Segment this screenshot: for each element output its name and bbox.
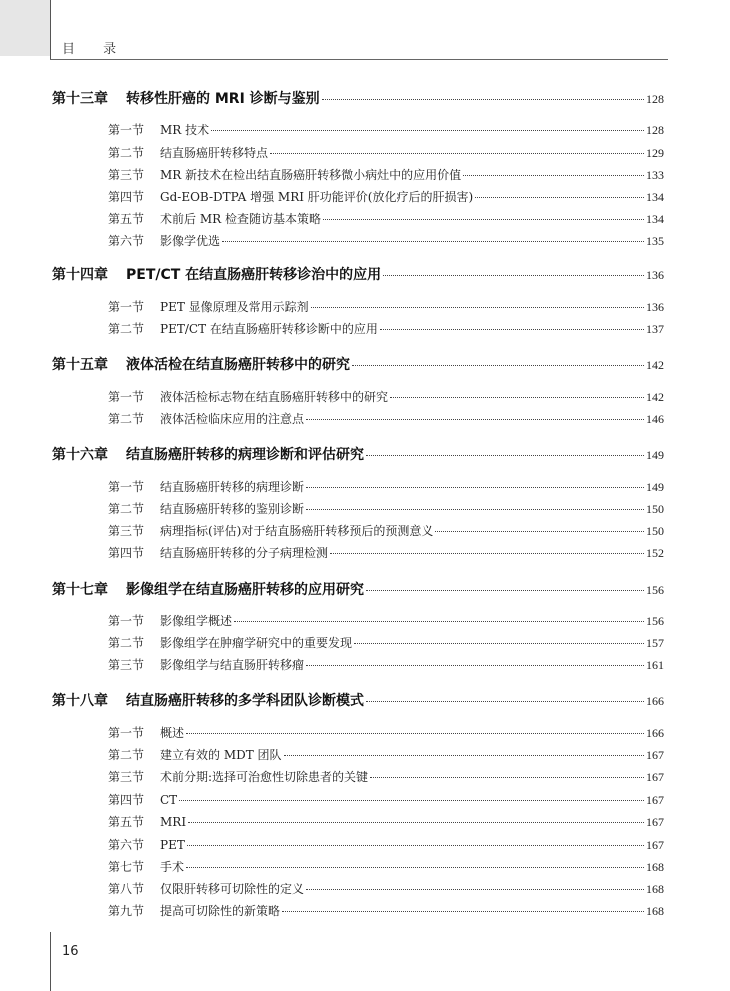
section-title: 结直肠癌肝转移特点 (160, 146, 269, 160)
chapter-row[interactable] (52, 88, 664, 108)
section-title: 提高可切除性的新策略 (160, 904, 281, 918)
section-title: 液体活检临床应用的注意点 (160, 412, 305, 426)
section-page: 161 (646, 658, 664, 672)
dot-leader (311, 307, 644, 308)
section-row[interactable] (108, 320, 664, 337)
dot-leader (322, 99, 644, 100)
dot-leader (186, 867, 644, 868)
dot-leader (463, 175, 644, 176)
section-title: MR 技术 (160, 123, 210, 137)
dot-leader (187, 845, 644, 846)
section-row[interactable] (108, 836, 664, 853)
section-row[interactable] (108, 144, 664, 161)
section-page: 128 (646, 123, 664, 137)
section-page: 168 (646, 882, 664, 896)
section-row[interactable] (108, 791, 664, 808)
chapter-title: 液体活检在结直肠癌肝转移中的研究 (126, 357, 350, 373)
section-number: 第一节 (108, 480, 145, 494)
section-row[interactable] (108, 634, 664, 651)
section-row[interactable] (108, 813, 664, 830)
chapter-row[interactable] (52, 579, 664, 599)
chapter-title: 结直肠癌肝转移的多学科团队诊断模式 (126, 693, 364, 709)
section-number: 第一节 (108, 123, 145, 137)
chapter-number: 第十六章 (52, 447, 108, 463)
section-title: 结直肠癌肝转移的病理诊断 (160, 480, 305, 494)
section-title: 手术 (160, 860, 185, 874)
dot-leader (354, 643, 644, 644)
page-number: 16 (62, 944, 79, 959)
dot-leader (475, 197, 644, 198)
chapter-number: 第十五章 (52, 357, 108, 373)
section-page: 135 (646, 234, 664, 248)
section-row[interactable] (108, 188, 664, 205)
section-number: 第五节 (108, 212, 145, 226)
section-row[interactable] (108, 724, 664, 741)
section-title: 术前后 MR 检查随访基本策略 (160, 212, 321, 226)
section-page: 134 (646, 212, 664, 226)
chapter-row[interactable] (52, 690, 664, 710)
dot-leader (211, 130, 644, 131)
dot-leader (370, 777, 644, 778)
section-title: 病理指标(评估)对于结直肠癌肝转移预后的预测意义 (160, 524, 434, 538)
dot-leader (323, 219, 644, 220)
dot-leader (284, 755, 644, 756)
section-title: 概述 (160, 726, 185, 740)
section-row[interactable] (108, 410, 664, 427)
section-title: MRI (160, 815, 187, 829)
section-row[interactable] (108, 522, 664, 539)
section-row[interactable] (108, 298, 664, 315)
section-row[interactable] (108, 656, 664, 673)
dot-leader (188, 822, 644, 823)
section-title: MR 新技术在检出结直肠癌肝转移微小病灶中的应用价值 (160, 168, 462, 182)
dot-leader (330, 553, 644, 554)
chapter-number: 第十七章 (52, 582, 108, 598)
header-title: 目 录 (62, 42, 129, 57)
section-page: 150 (646, 502, 664, 516)
dot-leader (366, 590, 644, 591)
section-row[interactable] (108, 768, 664, 785)
section-row[interactable] (108, 478, 664, 495)
section-page: 167 (646, 770, 664, 784)
chapter-row[interactable] (52, 444, 664, 464)
section-page: 167 (646, 793, 664, 807)
section-number: 第六节 (108, 234, 145, 248)
section-number: 第二节 (108, 636, 145, 650)
section-page: 129 (646, 146, 664, 160)
section-row[interactable] (108, 746, 664, 763)
dot-leader (383, 275, 644, 276)
section-row[interactable] (108, 858, 664, 875)
section-number: 第三节 (108, 168, 145, 182)
section-page: 134 (646, 190, 664, 204)
dot-leader (390, 397, 644, 398)
section-number: 第三节 (108, 770, 145, 784)
section-number: 第二节 (108, 322, 145, 336)
section-row[interactable] (108, 121, 664, 138)
section-page: 152 (646, 546, 664, 560)
section-row[interactable] (108, 210, 664, 227)
section-row[interactable] (108, 388, 664, 405)
section-page: 166 (646, 726, 664, 740)
dot-leader (234, 621, 644, 622)
dot-leader (270, 153, 644, 154)
section-row[interactable] (108, 880, 664, 897)
section-number: 第五节 (108, 815, 145, 829)
section-row[interactable] (108, 166, 664, 183)
chapter-row[interactable] (52, 264, 664, 284)
dot-leader (222, 241, 644, 242)
section-page: 150 (646, 524, 664, 538)
section-title: 影像组学概述 (160, 614, 233, 628)
chapter-page: 136 (646, 268, 664, 282)
dot-leader (380, 329, 644, 330)
section-title: PET/CT 在结直肠癌肝转移诊断中的应用 (160, 322, 378, 336)
section-number: 第九节 (108, 904, 145, 918)
section-title: PET (160, 838, 185, 852)
section-page: 136 (646, 300, 664, 314)
section-title: 影像组学在肿瘤学研究中的重要发现 (160, 636, 353, 650)
chapter-title: 结直肠癌肝转移的病理诊断和评估研究 (126, 447, 364, 463)
section-title: Gd-EOB-DTPA 增强 MRI 肝功能评价(放化疗后的肝损害) (160, 190, 474, 204)
footer-vertical-rule (50, 932, 51, 991)
dot-leader (306, 665, 644, 666)
chapter-row[interactable] (52, 354, 664, 374)
section-number: 第二节 (108, 502, 145, 516)
section-page: 142 (646, 390, 664, 404)
section-number: 第一节 (108, 390, 145, 404)
section-page: 168 (646, 860, 664, 874)
chapter-page: 142 (646, 358, 664, 372)
chapter-page: 166 (646, 694, 664, 708)
section-number: 第二节 (108, 146, 145, 160)
chapter-number: 第十三章 (52, 91, 108, 107)
dot-leader (366, 455, 644, 456)
section-number: 第三节 (108, 524, 145, 538)
dot-leader (306, 419, 644, 420)
chapter-title: PET/CT 在结直肠癌肝转移诊治中的应用 (126, 267, 382, 283)
dot-leader (179, 800, 644, 801)
dot-leader (435, 531, 644, 532)
section-page: 133 (646, 168, 664, 182)
section-number: 第四节 (108, 546, 145, 560)
chapter-number: 第十八章 (52, 693, 108, 709)
section-number: 第二节 (108, 412, 145, 426)
section-page: 167 (646, 748, 664, 762)
section-number: 第四节 (108, 190, 145, 204)
dot-leader (306, 509, 644, 510)
section-page: 167 (646, 838, 664, 852)
chapter-page: 149 (646, 448, 664, 462)
dot-leader (186, 733, 644, 734)
section-row[interactable] (108, 232, 664, 249)
section-number: 第八节 (108, 882, 145, 896)
section-title: 影像学优选 (160, 234, 221, 248)
section-number: 第一节 (108, 300, 145, 314)
section-row[interactable] (108, 612, 664, 629)
section-page: 157 (646, 636, 664, 650)
section-title: 结直肠癌肝转移的分子病理检测 (160, 546, 329, 560)
section-row[interactable] (108, 902, 664, 919)
section-title: 术前分期:选择可治愈性切除患者的关键 (160, 770, 369, 784)
section-row[interactable] (108, 544, 664, 561)
section-number: 第三节 (108, 658, 145, 672)
section-number: 第四节 (108, 793, 145, 807)
section-page: 146 (646, 412, 664, 426)
dot-leader (306, 889, 644, 890)
section-title: 影像组学与结直肠肝转移瘤 (160, 658, 305, 672)
section-page: 149 (646, 480, 664, 494)
section-title: PET 显像原理及常用示踪剂 (160, 300, 309, 314)
chapter-page: 128 (646, 92, 664, 106)
section-number: 第六节 (108, 838, 145, 852)
dot-leader (306, 487, 644, 488)
chapter-title: 影像组学在结直肠癌肝转移的应用研究 (126, 582, 364, 598)
section-title: 建立有效的 MDT 团队 (160, 748, 282, 762)
section-page: 156 (646, 614, 664, 628)
section-number: 第七节 (108, 860, 145, 874)
section-title: 仅限肝转移可切除性的定义 (160, 882, 305, 896)
chapter-page: 156 (646, 583, 664, 597)
section-row[interactable] (108, 500, 664, 517)
section-number: 第二节 (108, 748, 145, 762)
dot-leader (352, 365, 644, 366)
section-page: 137 (646, 322, 664, 336)
section-page: 168 (646, 904, 664, 918)
dot-leader (282, 911, 644, 912)
section-title: CT (160, 793, 178, 807)
chapter-number: 第十四章 (52, 267, 108, 283)
section-title: 液体活检标志物在结直肠癌肝转移中的研究 (160, 390, 389, 404)
section-page: 167 (646, 815, 664, 829)
chapter-title: 转移性肝癌的 MRI 诊断与鉴别 (126, 91, 320, 107)
dot-leader (366, 701, 644, 702)
section-title: 结直肠癌肝转移的鉴别诊断 (160, 502, 305, 516)
section-number: 第一节 (108, 614, 145, 628)
section-number: 第一节 (108, 726, 145, 740)
